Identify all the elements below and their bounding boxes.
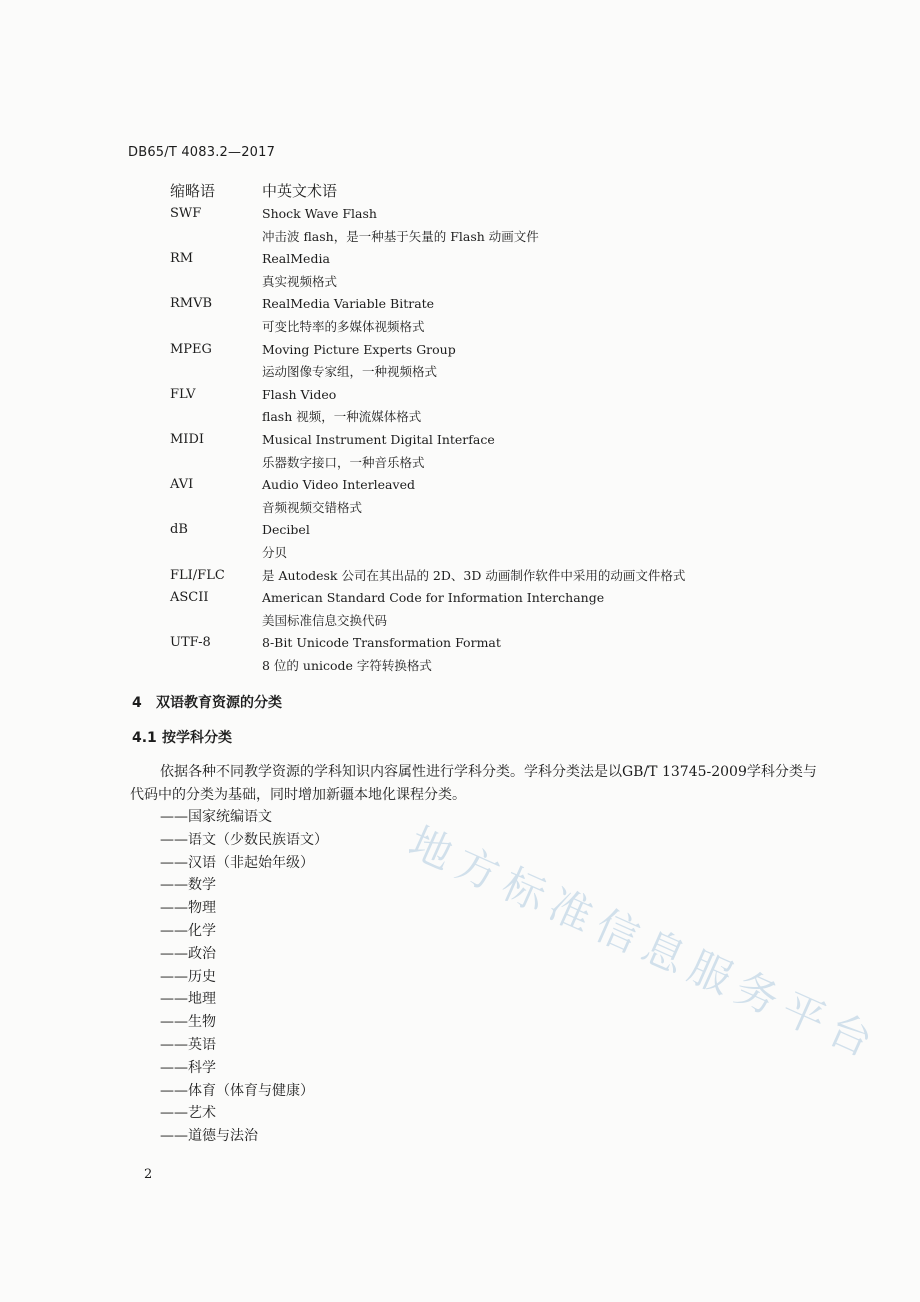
abbreviation-description-line: Decibel bbox=[262, 522, 310, 538]
abbreviation-description bbox=[262, 565, 685, 588]
abbreviation-row bbox=[170, 339, 810, 384]
subject-list-item: ——物理 bbox=[160, 900, 216, 917]
abbreviation-description-line: 乐器数字接口，一种音乐格式 bbox=[262, 454, 425, 470]
abbreviation-description bbox=[262, 587, 604, 632]
abbreviation-description bbox=[262, 248, 337, 293]
subject-list-item: ——政治 bbox=[160, 945, 216, 962]
abbreviation-code: MIDI bbox=[170, 431, 205, 447]
abbreviation-row bbox=[170, 587, 810, 632]
abbreviation-code: dB bbox=[170, 522, 188, 538]
abbreviation-row bbox=[170, 293, 810, 338]
abbreviation-description-line: Flash Video bbox=[262, 386, 337, 402]
subject-list-item: ——生物 bbox=[160, 1014, 216, 1031]
section-4-1-number: 4.1 bbox=[132, 730, 157, 746]
abbreviation-row bbox=[170, 474, 810, 519]
subject-list-item: ——道德与法治 bbox=[160, 1128, 258, 1145]
abbreviation-description-line: 音频视频交错格式 bbox=[262, 499, 363, 515]
abbreviation-code: SWF bbox=[170, 206, 202, 221]
section-4-1-title: 按学科分类 bbox=[162, 730, 232, 746]
subject-list-item: ——数学 bbox=[160, 877, 216, 894]
abbreviation-code: RMVB bbox=[170, 296, 213, 312]
abbreviation-code: ASCII bbox=[170, 590, 209, 606]
subject-list-item: ——地理 bbox=[160, 991, 216, 1008]
abbreviation-row bbox=[170, 519, 810, 564]
abbreviation-row bbox=[170, 248, 810, 293]
abbreviation-description-line: 8 位的 unicode 字符转换格式 bbox=[262, 657, 432, 673]
abbreviation-description bbox=[262, 203, 539, 248]
abbreviation-description bbox=[262, 429, 495, 474]
abbreviation-description bbox=[262, 519, 310, 564]
abbreviation-code: RM bbox=[170, 251, 194, 267]
abbreviation-description-line: 8-Bit Unicode Transformation Format bbox=[262, 635, 501, 651]
abbreviation-description-line: 冲击波 flash，是一种基于矢量的 Flash 动画文件 bbox=[262, 228, 539, 244]
abbreviation-description bbox=[262, 474, 415, 519]
abbreviation-description-line: 美国标准信息交换代码 bbox=[262, 612, 388, 628]
section-4-heading bbox=[132, 692, 282, 712]
abbreviation-row bbox=[170, 565, 810, 588]
abbreviation-description bbox=[262, 339, 456, 384]
abbreviation-description-line: flash 视频，一种流媒体格式 bbox=[262, 409, 422, 425]
abbreviation-description-line: Shock Wave Flash bbox=[262, 206, 377, 221]
subject-list-item: ——科学 bbox=[160, 1059, 216, 1076]
abbreviation-description-line: Musical Instrument Digital Interface bbox=[262, 431, 495, 447]
abbreviation-row bbox=[170, 384, 810, 429]
subject-list-item: ——汉语（非起始年级） bbox=[160, 854, 314, 871]
abbreviation-code: FLI/FLC bbox=[170, 567, 225, 583]
term-column-header: 中英文术语 bbox=[262, 182, 338, 201]
abbr-column-header: 缩略语 bbox=[170, 182, 216, 201]
subject-list-item: ——语文（少数民族语文） bbox=[160, 831, 328, 848]
standard-code-header: DB65/T 4083.2—2017 bbox=[128, 145, 276, 160]
subject-list-item: ——英语 bbox=[160, 1036, 216, 1053]
section-4-1-heading bbox=[132, 727, 232, 747]
abbreviation-rows bbox=[170, 203, 810, 677]
abbreviation-description-line: 可变比特率的多媒体视频格式 bbox=[262, 318, 425, 334]
abbreviation-description bbox=[262, 384, 421, 429]
watermark-text: 地方标准信息服务平台 bbox=[401, 817, 888, 1070]
abbreviation-description-line: 运动图像专家组，一种视频格式 bbox=[262, 364, 438, 380]
abbreviation-description-line: RealMedia Variable Bitrate bbox=[262, 296, 435, 312]
abbreviation-row bbox=[170, 203, 810, 248]
abbreviation-description bbox=[262, 632, 501, 677]
page-number: 2 bbox=[144, 1167, 153, 1182]
abbreviation-table-header bbox=[170, 180, 810, 203]
abbreviation-code: UTF-8 bbox=[170, 635, 211, 651]
abbreviation-row bbox=[170, 429, 810, 474]
subject-list-item: ——艺术 bbox=[160, 1105, 216, 1122]
subject-list bbox=[160, 806, 328, 1148]
classification-paragraph: 依据各种不同教学资源的学科知识内容属性进行学科分类。学科分类法是以GB/T 13745-2009学科分类与代码中的分类为基础，同时增加新疆本地化课程分类。 bbox=[130, 764, 817, 803]
abbreviation-code: MPEG bbox=[170, 341, 212, 357]
abbreviation-code: AVI bbox=[170, 477, 194, 493]
abbreviation-description-line: Audio Video Interleaved bbox=[262, 477, 415, 493]
abbreviation-row bbox=[170, 632, 810, 677]
abbreviation-description-line: 是 Autodesk 公司在其出品的 2D、3D 动画制作软件中采用的动画文件格式 bbox=[262, 567, 686, 583]
abbreviation-code: FLV bbox=[170, 386, 196, 402]
section-4-number: 4 bbox=[132, 695, 142, 711]
abbreviation-description-line: American Standard Code for Information Interchange bbox=[262, 590, 605, 606]
subject-list-item: ——国家统编语文 bbox=[160, 809, 272, 825]
abbreviation-description-line: 分贝 bbox=[262, 544, 288, 560]
abbreviation-description-line: Moving Picture Experts Group bbox=[262, 341, 456, 357]
abbreviation-description-line: 真实视频格式 bbox=[262, 273, 338, 289]
subject-list-item: ——历史 bbox=[160, 968, 216, 985]
subject-list-item: ——体育（体育与健康） bbox=[160, 1082, 314, 1099]
section-4-title: 双语教育资源的分类 bbox=[156, 695, 282, 711]
abbreviation-table bbox=[170, 180, 810, 677]
abbreviation-description bbox=[262, 293, 434, 338]
abbreviation-description-line: RealMedia bbox=[262, 251, 330, 267]
subject-list-item: ——化学 bbox=[160, 922, 216, 939]
